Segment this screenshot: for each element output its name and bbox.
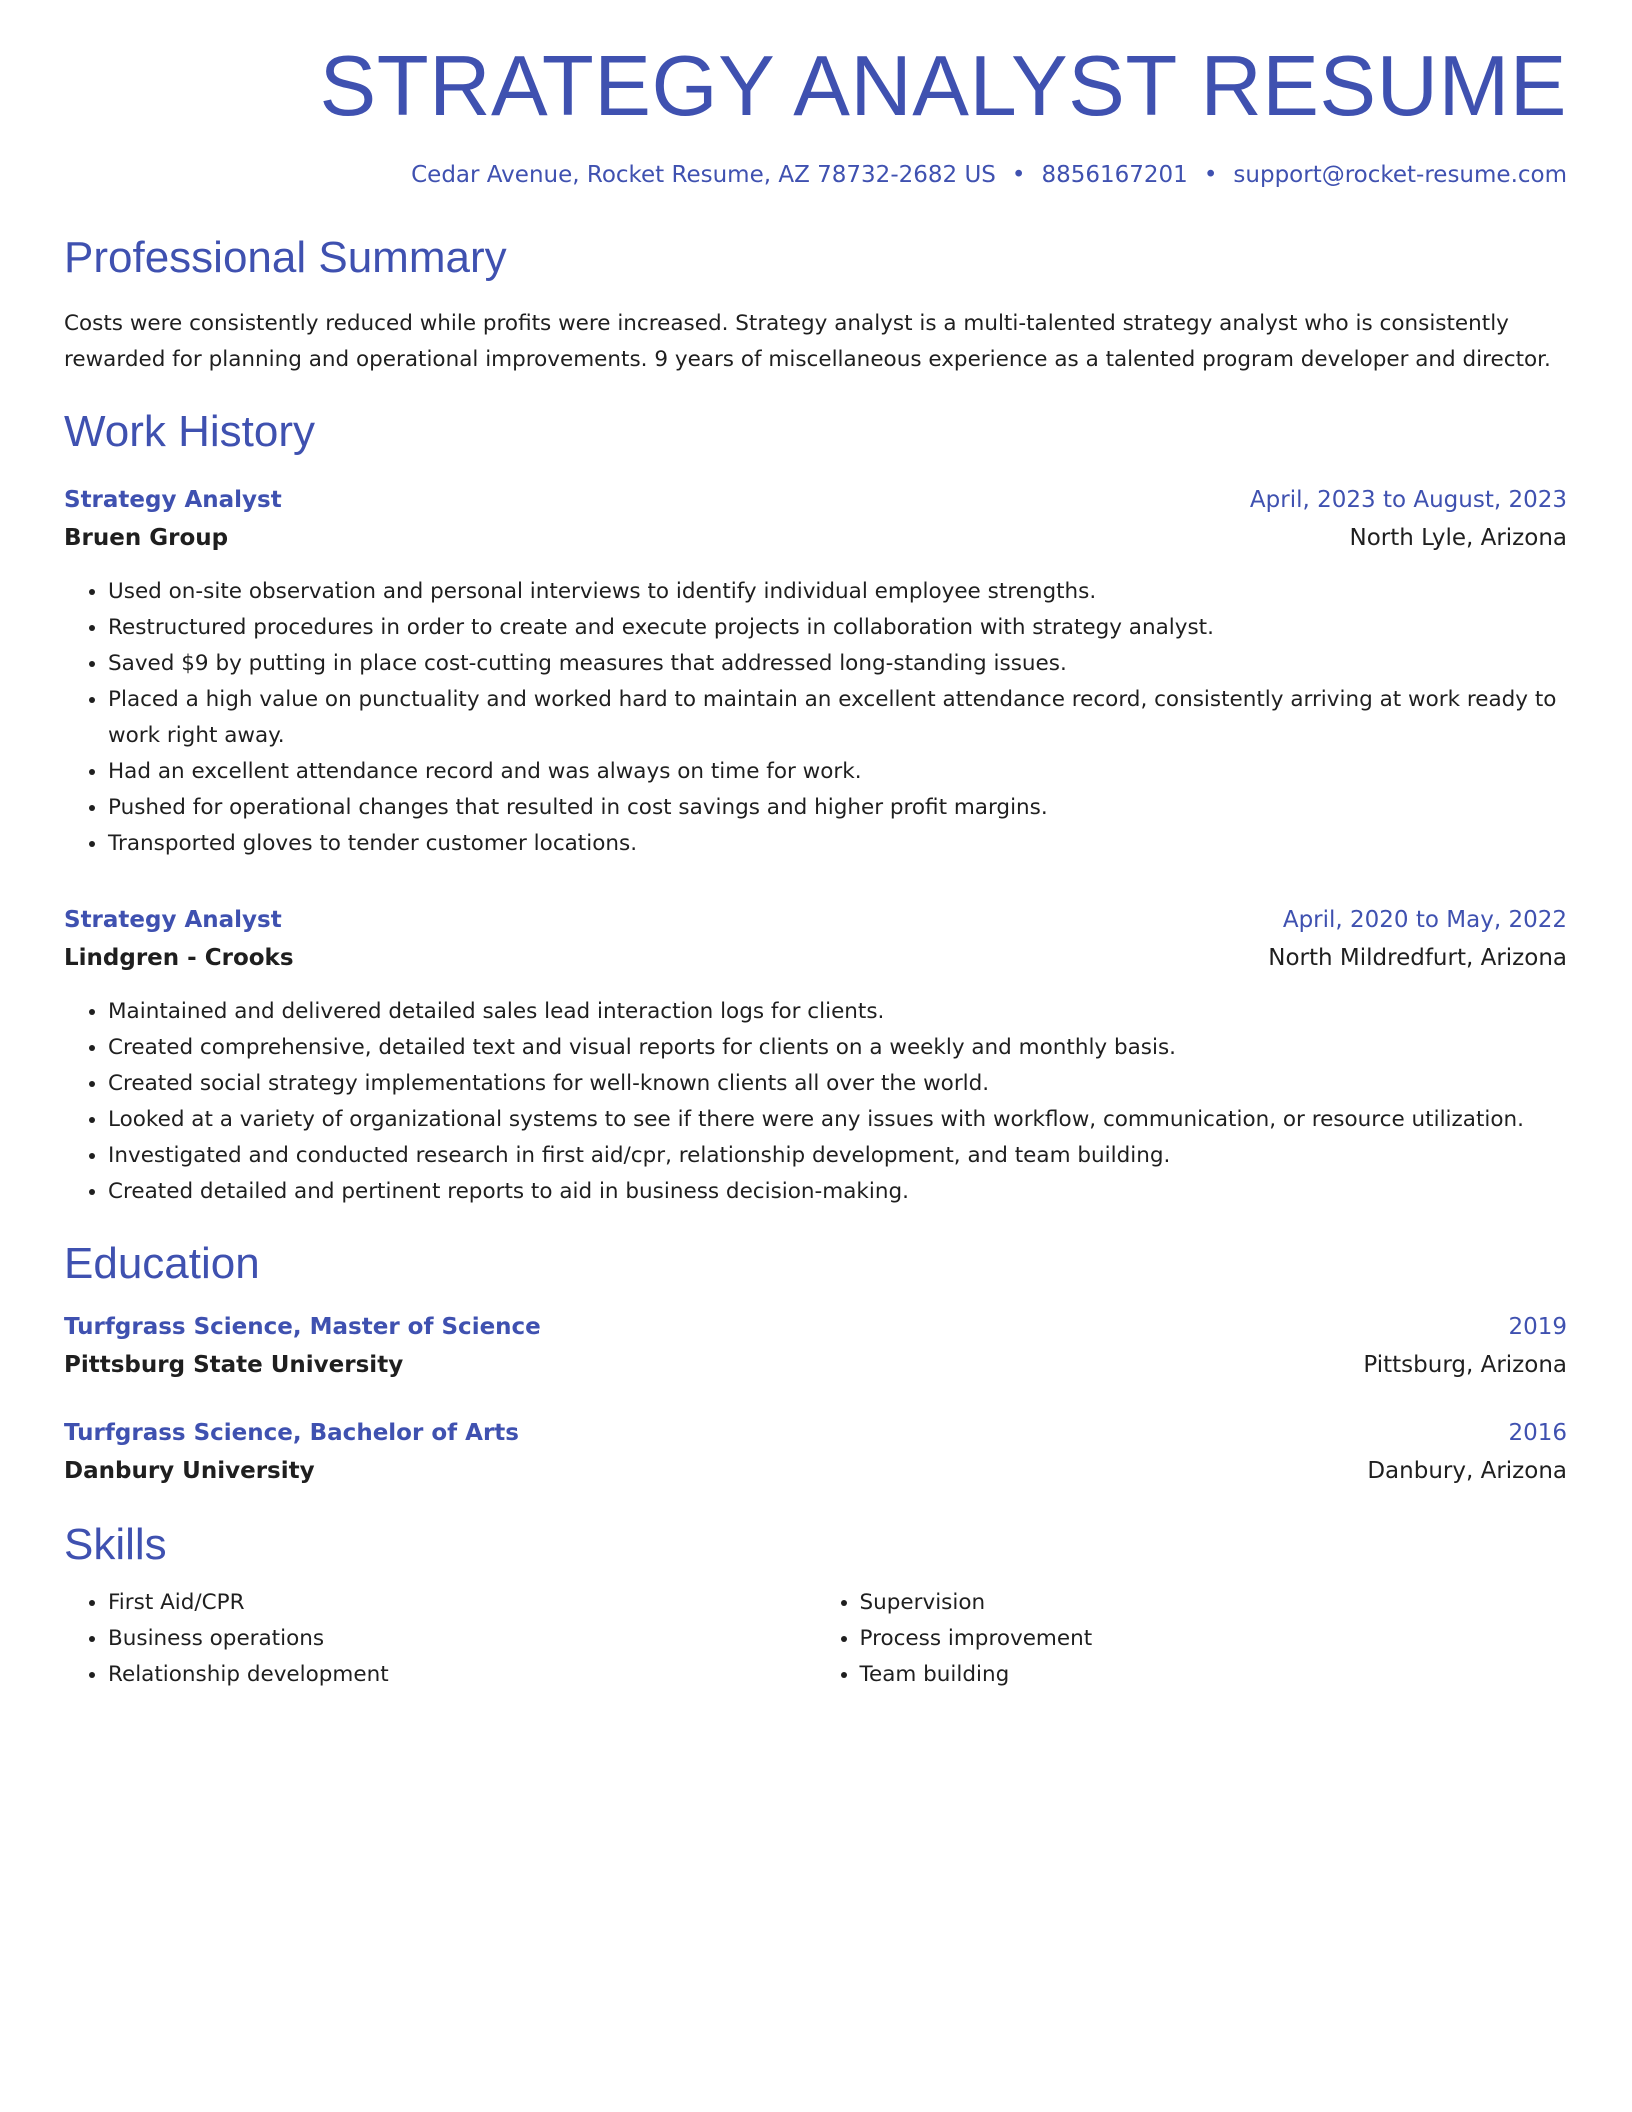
- education-degree-row: [64, 1415, 1567, 1451]
- summary-text: Costs were consistently reduced while profits were increased. Strategy analyst is a multi-talented strategy analyst who is consistently rewarded for planning and operational improvements. 9 years of miscellaneous experience as a talented program developer and director.: [64, 310, 1551, 372]
- education-degree: Turfgrass Science, Bachelor of Arts: [64, 1419, 519, 1446]
- job-bullet: • Saved $9 by putting in place cost-cutting measures that addressed long-standing issues.: [108, 646, 1567, 682]
- job-bullet: • Pushed for operational changes that resulted in cost savings and higher profit margins.: [108, 790, 1567, 826]
- skill-item: • Relationship development: [108, 1657, 816, 1693]
- job-company: Bruen Group: [64, 525, 229, 552]
- job-bullets: [64, 574, 1567, 862]
- job-bullet: • Transported gloves to tender customer locations.: [108, 826, 1567, 862]
- summary-section: [64, 234, 1567, 378]
- contact-address: Cedar Avenue, Rocket Resume, AZ 78732-2682 US: [411, 161, 996, 188]
- education-year: 2016: [1508, 1419, 1567, 1446]
- skill-item: • Business operations: [108, 1621, 816, 1657]
- education-school: Pittsburg State University: [64, 1351, 404, 1378]
- skills-heading: Skills: [64, 1519, 167, 1569]
- resume-header: [64, 40, 1567, 188]
- job-dates: April, 2020 to May, 2022: [1282, 907, 1567, 934]
- summary-heading: Professional Summary: [64, 232, 507, 282]
- education-school-row: [64, 1345, 1567, 1385]
- education-section: [64, 1240, 1567, 1490]
- contact-separator: •: [1011, 161, 1026, 188]
- education-entry: [64, 1415, 1567, 1491]
- job-bullet: • Looked at a variety of organizational systems to see if there were any issues with workflow, communication, or resource utilization.: [108, 1102, 1567, 1138]
- job-title-row: [64, 482, 1567, 518]
- contact-email[interactable]: support@rocket-resume.com: [1233, 161, 1567, 188]
- education-school: Danbury University: [64, 1457, 315, 1484]
- job-company: Lindgren - Crooks: [64, 945, 294, 972]
- contact-line: [64, 162, 1567, 188]
- education-location: Danbury, Arizona: [1367, 1457, 1567, 1484]
- job-bullet: • Created comprehensive, detailed text and visual reports for clients on a weekly and monthly basis.: [108, 1030, 1567, 1066]
- job-entry: [64, 902, 1567, 1210]
- job-location: North Lyle, Arizona: [1349, 525, 1567, 552]
- job-company-row: [64, 518, 1567, 558]
- skills-list-right: [816, 1585, 1568, 1693]
- job-bullet: • Created social strategy implementations for well-known clients all over the world.: [108, 1066, 1567, 1102]
- job-location: North Mildredfurt, Arizona: [1268, 945, 1567, 972]
- job-title-row: [64, 902, 1567, 938]
- education-year: 2019: [1508, 1313, 1567, 1340]
- education-entry: [64, 1309, 1567, 1385]
- job-bullet: • Investigated and conducted research in first aid/cpr, relationship development, and team building.: [108, 1138, 1567, 1174]
- job-company-row: [64, 938, 1567, 978]
- skills-section: [64, 1521, 1567, 1693]
- education-location: Pittsburg, Arizona: [1363, 1351, 1567, 1378]
- work-history-section: [64, 408, 1567, 1210]
- job-bullet: • Created detailed and pertinent reports to aid in business decision-making.: [108, 1174, 1567, 1210]
- skill-item: • First Aid/CPR: [108, 1585, 816, 1621]
- education-school-row: [64, 1451, 1567, 1491]
- skills-list-left: [64, 1585, 816, 1693]
- job-bullet: • Placed a high value on punctuality and worked hard to maintain an excellent attendance record, consistently arriving at work ready to work right away.: [108, 682, 1567, 754]
- skills-grid: [64, 1585, 1567, 1693]
- job-bullet: • Used on-site observation and personal interviews to identify individual employee strengths.: [108, 574, 1567, 610]
- contact-phone: 8856167201: [1041, 161, 1188, 188]
- resume-page: [64, 40, 1567, 1693]
- job-bullet: • Maintained and delivered detailed sales lead interaction logs for clients.: [108, 994, 1567, 1030]
- work-history-heading: Work History: [64, 406, 315, 456]
- education-degree-row: [64, 1309, 1567, 1345]
- job-title: Strategy Analyst: [64, 487, 282, 514]
- job-dates: April, 2023 to August, 2023: [1249, 487, 1567, 514]
- skill-item: • Supervision: [860, 1585, 1568, 1621]
- job-bullet: • Restructured procedures in order to create and execute projects in collaboration with strategy analyst.: [108, 610, 1567, 646]
- job-title: Strategy Analyst: [64, 907, 282, 934]
- skill-item: • Process improvement: [860, 1621, 1568, 1657]
- job-entry: [64, 482, 1567, 862]
- contact-separator: •: [1203, 161, 1218, 188]
- job-bullet: • Had an excellent attendance record and was always on time for work.: [108, 754, 1567, 790]
- education-heading: Education: [64, 1239, 260, 1289]
- job-bullets: [64, 994, 1567, 1210]
- education-degree: Turfgrass Science, Master of Science: [64, 1313, 541, 1340]
- skill-item: • Team building: [860, 1657, 1568, 1693]
- resume-title: STRATEGY ANALYST RESUME: [319, 39, 1567, 134]
